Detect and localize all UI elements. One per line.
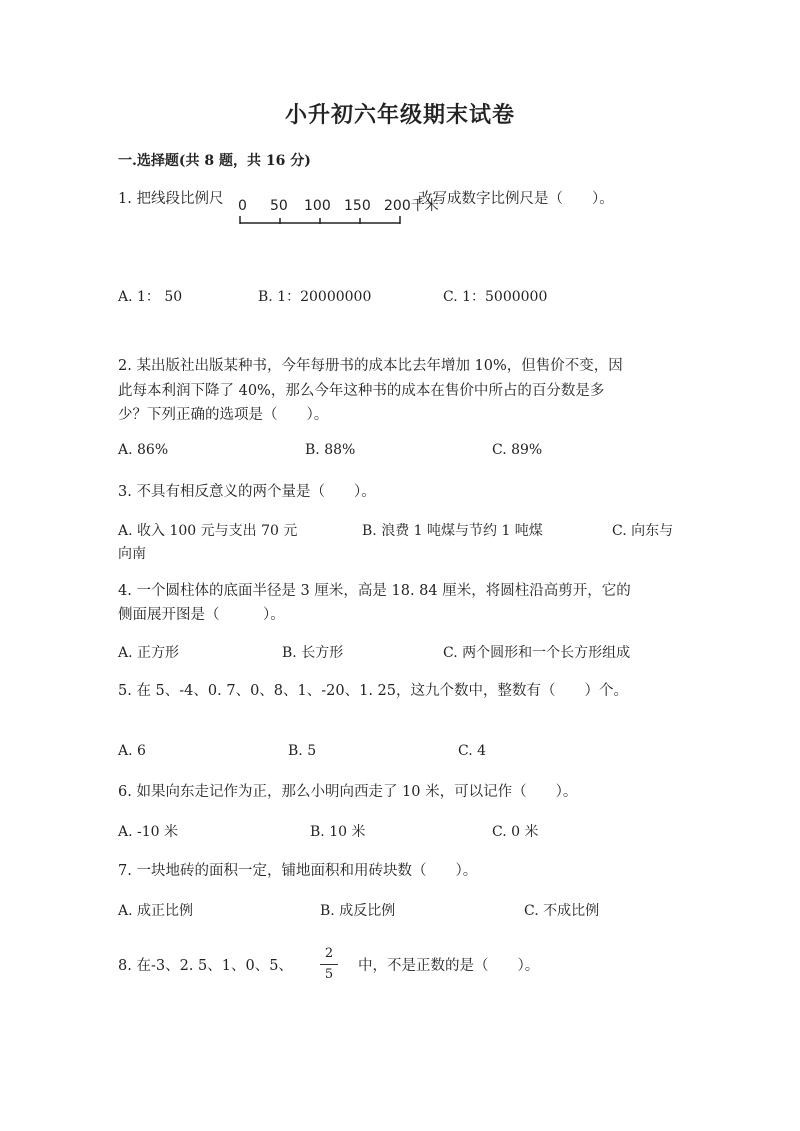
option-c[interactable]: C. 不成比例 [524, 903, 600, 919]
option-b[interactable]: B. 成反比例 [320, 903, 396, 919]
option-c[interactable]: C. 两个圆形和一个长方形组成 [443, 645, 631, 661]
option-c-continued[interactable]: 向南 [118, 546, 146, 562]
option-b[interactable]: B. 浪费 1 吨煤与节约 1 吨煤 [362, 523, 543, 539]
option-b[interactable]: B. 88% [305, 442, 356, 458]
question-2-line-3: 少？下列正确的选项是（ ）。 [118, 407, 329, 423]
question-2-line-2: 此每本利润下降了 40%，那么今年这种书的成本在售价中所占的百分数是多 [118, 383, 605, 399]
question-6-text: 6. 如果向东走记作为正，那么小明向西走了 10 米，可以记作（ ）。 [118, 784, 578, 800]
scale-label-200: 200千米 [384, 198, 439, 214]
question-1-prefix: 1. 把线段比例尺 [118, 191, 224, 207]
option-b[interactable]: B. 5 [288, 743, 317, 759]
scale-label-50: 50 [270, 198, 288, 214]
scale-label-100: 100 [304, 198, 331, 214]
question-7-text: 7. 一块地砖的面积一定，铺地面积和用砖块数（ ）。 [118, 863, 478, 879]
question-5-text: 5. 在 5、-4、0. 7、0、8、1、-20、1. 25，这九个数中，整数有（ ）个。 [118, 683, 628, 699]
fraction [320, 946, 338, 983]
section-heading: 一.选择题(共 8 题，共 16 分) [118, 153, 311, 169]
option-a[interactable]: A. -10 米 [118, 824, 179, 840]
option-a[interactable]: A. 正方形 [118, 645, 180, 661]
question-8-prefix: 8. 在-3、2. 5、1、0、5、 [118, 958, 293, 974]
fraction-denominator: 5 [324, 967, 334, 982]
question-3-text: 3. 不具有相反意义的两个量是（ ）。 [118, 484, 376, 500]
option-a[interactable]: A. 6 [118, 743, 146, 759]
page-title: 小升初六年级期末试卷 [284, 102, 515, 128]
question-1-suffix: 改写成数字比例尺是（ ）。 [418, 191, 614, 207]
option-b[interactable]: B. 长方形 [282, 645, 344, 661]
question-8-suffix: 中，不是正数的是（ ）。 [358, 958, 540, 974]
option-c[interactable]: C. 1：5000000 [443, 289, 548, 305]
question-4-line-2: 侧面展开图是（ ）。 [118, 607, 285, 623]
option-a[interactable]: A. 成正比例 [118, 903, 194, 919]
option-a[interactable]: A. 收入 100 元与支出 70 元 [118, 523, 298, 539]
option-b[interactable]: B. 10 米 [310, 824, 366, 840]
scale-label-150: 150 [344, 198, 371, 214]
option-c[interactable]: C. 4 [458, 743, 487, 759]
option-c[interactable]: C. 89% [492, 442, 543, 458]
option-c[interactable]: C. 向东与 [612, 523, 674, 539]
question-4-line-1: 4. 一个圆柱体的底面半径是 3 厘米，高是 18. 84 厘米，将圆柱沿高剪开，它的 [118, 583, 631, 599]
line-scale-figure [236, 194, 439, 230]
option-c[interactable]: C. 0 米 [492, 824, 539, 840]
fraction-bar [320, 964, 338, 965]
scale-label-0: 0 [238, 198, 247, 214]
fraction-numerator: 2 [324, 946, 334, 961]
question-2-line-1: 2. 某出版社出版某种书，今年每册书的成本比去年增加 10%，但售价不变，因 [118, 358, 623, 374]
option-a[interactable]: A. 1： 50 [118, 289, 183, 305]
option-a[interactable]: A. 86% [118, 442, 169, 458]
option-b[interactable]: B. 1：20000000 [258, 289, 372, 305]
